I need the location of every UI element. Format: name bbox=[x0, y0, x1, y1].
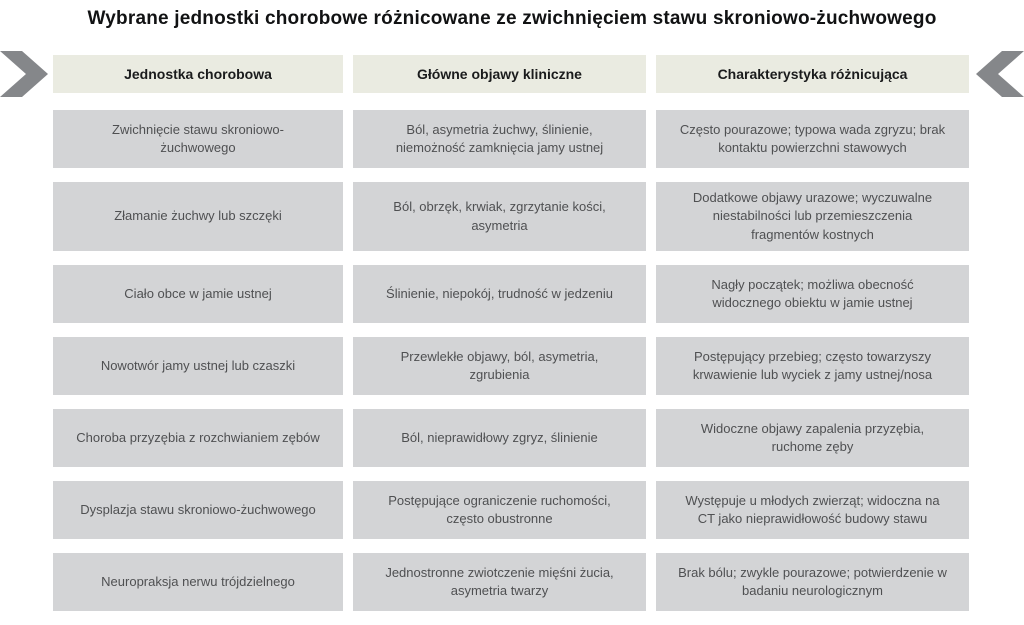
page-title: Wybrane jednostki chorobowe różnicowane ze zwichnięciem stawu skroniowo-żuchwowego bbox=[87, 8, 937, 29]
table-cell-jednostka: Złamanie żuchwy lub szczęki bbox=[53, 182, 343, 251]
table-cell-charakterystyka: Dodatkowe objawy urazowe; wyczuwalne niestabilności lub przemieszczenia fragmentów kostnych bbox=[656, 182, 969, 251]
table-cell-charakterystyka: Brak bólu; zwykle pourazowe; potwierdzenie w badaniu neurologicznym bbox=[656, 553, 969, 611]
column-header: Główne objawy kliniczne bbox=[353, 55, 646, 93]
table-cell-objawy: Ból, nieprawidłowy zgryz, ślinienie bbox=[353, 409, 646, 467]
table-cell-objawy: Przewlekłe objawy, ból, asymetria, zgrubienia bbox=[353, 337, 646, 395]
table-cell-jednostka: Nowotwór jamy ustnej lub czaszki bbox=[53, 337, 343, 395]
chevron-left-icon bbox=[976, 51, 1024, 97]
table-cell-objawy: Jednostronne zwiotczenie mięśni żucia, asymetria twarzy bbox=[353, 553, 646, 611]
table-cell-jednostka: Choroba przyzębia z rozchwianiem zębów bbox=[53, 409, 343, 467]
table-cell-objawy: Postępujące ograniczenie ruchomości, często obustronne bbox=[353, 481, 646, 539]
table-cell-objawy: Ból, asymetria żuchwy, ślinienie, niemożność zamknięcia jamy ustnej bbox=[353, 110, 646, 168]
chevron-right-icon bbox=[0, 51, 48, 97]
table-cell-charakterystyka: Często pourazowe; typowa wada zgryzu; brak kontaktu powierzchni stawowych bbox=[656, 110, 969, 168]
table-cell-jednostka: Dysplazja stawu skroniowo-żuchwowego bbox=[53, 481, 343, 539]
table-cell-charakterystyka: Nagły początek; możliwa obecność widocznego obiektu w jamie ustnej bbox=[656, 265, 969, 323]
column-header: Jednostka chorobowa bbox=[53, 55, 343, 93]
table-cell-objawy: Ból, obrzęk, krwiak, zgrzytanie kości, asymetria bbox=[353, 182, 646, 251]
table-header-row bbox=[53, 55, 969, 93]
table-cell-jednostka: Zwichnięcie stawu skroniowo-żuchwowego bbox=[53, 110, 343, 168]
table-cell-charakterystyka: Postępujący przebieg; często towarzyszy krwawienie lub wyciek z jamy ustnej/nosa bbox=[656, 337, 969, 395]
table-body bbox=[53, 110, 969, 611]
table-cell-jednostka: Ciało obce w jamie ustnej bbox=[53, 265, 343, 323]
table-cell-charakterystyka: Widoczne objawy zapalenia przyzębia, ruchome zęby bbox=[656, 409, 969, 467]
column-header: Charakterystyka różnicująca bbox=[656, 55, 969, 93]
table-cell-objawy: Ślinienie, niepokój, trudność w jedzeniu bbox=[353, 265, 646, 323]
table-cell-charakterystyka: Występuje u młodych zwierząt; widoczna na CT jako nieprawidłowość budowy stawu bbox=[656, 481, 969, 539]
table-cell-jednostka: Neuropraksja nerwu trójdzielnego bbox=[53, 553, 343, 611]
